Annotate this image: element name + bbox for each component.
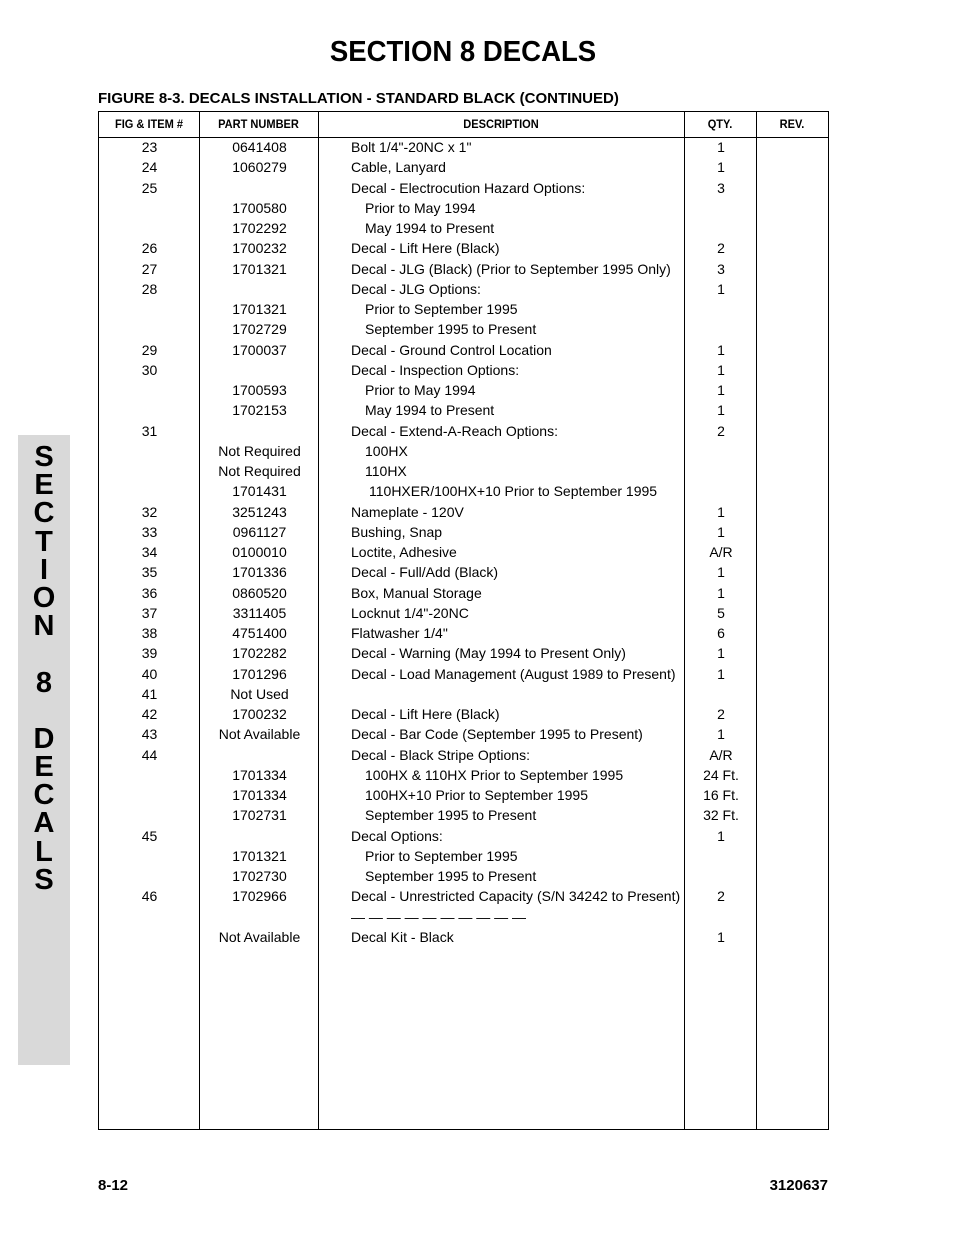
- item-number-cell: 46: [141, 888, 158, 905]
- description-cell: Decal - JLG (Black) (Prior to September 1995 Only): [351, 260, 671, 277]
- table-row: [99, 927, 828, 947]
- quantity-cell: 1: [717, 726, 725, 743]
- parts-table: [98, 111, 829, 1130]
- quantity-cell: 24 Ft.: [703, 766, 739, 783]
- item-number-cell: 29: [141, 341, 158, 358]
- table-row: [99, 785, 828, 805]
- item-number-cell: 38: [141, 625, 158, 641]
- description-cell: 100HX+10 Prior to September 1995: [365, 787, 588, 803]
- description-cell: Decal - Lift Here (Black): [351, 706, 500, 722]
- part-number-cell: 1700593: [232, 382, 287, 398]
- description-cell: Locknut 1/4"-20NC: [351, 604, 469, 621]
- side-tab-letter: T: [35, 525, 53, 558]
- description-cell: Prior to May 1994: [365, 199, 476, 216]
- description-cell: Prior to September 1995: [365, 301, 518, 317]
- part-number-cell: 3311405: [232, 604, 287, 621]
- table-row: [99, 340, 828, 360]
- header-qty: QTY.: [707, 117, 733, 131]
- quantity-cell: 1: [717, 564, 725, 581]
- description-cell: Decal - Extend-A-Reach Options:: [351, 422, 558, 439]
- table-row: [99, 441, 828, 461]
- quantity-cell: 1: [717, 361, 725, 378]
- part-number-cell: 0961127: [232, 523, 287, 540]
- side-tab-letter: E: [34, 751, 54, 784]
- description-cell: September 1995 to Present: [365, 868, 537, 884]
- quantity-cell: 1: [717, 503, 725, 520]
- side-tab-letter: L: [35, 835, 53, 868]
- part-number-cell: 1700037: [232, 341, 287, 358]
- item-number-cell: 33: [141, 523, 158, 540]
- part-number-cell: 0100010: [232, 544, 287, 560]
- part-number-cell: 1701321: [232, 301, 287, 317]
- table-row: [99, 704, 828, 724]
- part-number-cell: 1702731: [232, 807, 287, 824]
- part-number-cell: Not Available: [218, 928, 301, 945]
- quantity-cell: 2: [717, 888, 725, 905]
- description-cell: Decal - Electrocution Hazard Options:: [351, 179, 586, 196]
- description-cell: Decal - Black Stripe Options:: [351, 746, 530, 763]
- item-number-cell: 45: [141, 827, 158, 844]
- quantity-cell: 2: [717, 706, 725, 722]
- item-number-cell: 42: [141, 706, 158, 722]
- part-number-cell: 1700232: [232, 706, 287, 722]
- quantity-cell: 5: [717, 604, 725, 621]
- table-row: [99, 502, 828, 522]
- part-number-cell: 1700580: [232, 199, 287, 216]
- description-cell: Loctite, Adhesive: [351, 544, 457, 560]
- side-tab-letters: [18, 443, 70, 894]
- section-title: SECTION 8 DECALS: [329, 36, 597, 68]
- part-number-cell: 1702292: [232, 220, 287, 236]
- quantity-cell: 1: [717, 928, 725, 945]
- table-row: [99, 400, 828, 420]
- table-row: [99, 542, 828, 562]
- table-row: [99, 826, 828, 846]
- table-row: [99, 886, 828, 906]
- table-row: [99, 421, 828, 441]
- table-row: [99, 846, 828, 866]
- description-cell: 110HXER/100HX+10 Prior to September 1995: [369, 483, 658, 500]
- item-number-cell: 30: [141, 361, 158, 378]
- part-number-cell: 1702153: [232, 402, 287, 419]
- side-tab-letter: [18, 640, 70, 668]
- part-number-cell: 1701334: [232, 766, 287, 783]
- part-number-cell: Not Required: [218, 463, 301, 479]
- part-number-cell: 1702966: [232, 888, 287, 905]
- table-row: [99, 178, 828, 198]
- item-number-cell: 40: [141, 665, 158, 682]
- table-body: [99, 137, 828, 947]
- side-tab-letter: A: [33, 807, 55, 840]
- side-tab-letter: [18, 697, 70, 725]
- item-number-cell: 26: [141, 240, 158, 257]
- description-cell: May 1994 to Present: [365, 220, 495, 236]
- quantity-cell: 2: [717, 422, 725, 439]
- part-number-cell: 1060279: [232, 159, 287, 176]
- description-cell: May 1994 to Present: [365, 402, 495, 419]
- table-row: [99, 623, 828, 643]
- side-tab-letter: S: [34, 863, 54, 896]
- table-row: [99, 299, 828, 319]
- header-description: DESCRIPTION: [463, 117, 539, 131]
- table-row: [99, 664, 828, 684]
- side-tab-letter: E: [34, 469, 54, 502]
- quantity-cell: 3: [717, 260, 725, 277]
- quantity-cell: 1: [717, 827, 725, 844]
- table-row: [99, 583, 828, 603]
- quantity-cell: A/R: [709, 544, 733, 560]
- item-number-cell: 43: [141, 726, 158, 743]
- description-cell: 110HX: [365, 463, 407, 479]
- part-number-cell: 1701296: [232, 665, 287, 682]
- quantity-cell: A/R: [709, 746, 733, 763]
- side-tab-letter: N: [33, 610, 55, 643]
- quantity-cell: 1: [717, 341, 725, 358]
- description-cell: Bushing, Snap: [351, 523, 443, 540]
- description-cell: Decal - Unrestricted Capacity (S/N 34242 to Present): [351, 888, 681, 905]
- item-number-cell: 32: [141, 503, 158, 520]
- quantity-cell: 32 Ft.: [703, 807, 739, 824]
- table-row: [99, 218, 828, 238]
- side-tab-letter: S: [34, 441, 54, 473]
- description-cell: Bolt 1/4"-20NC x 1": [351, 139, 472, 155]
- side-tab-letter: C: [33, 497, 55, 530]
- quantity-cell: 1: [717, 139, 725, 155]
- item-number-cell: 37: [141, 604, 158, 621]
- table-row: [99, 684, 828, 704]
- quantity-cell: 1: [717, 402, 725, 419]
- table-row: [99, 805, 828, 825]
- side-tab-letter: 8: [35, 666, 53, 699]
- description-cell: Decal - Bar Code (September 1995 to Present): [351, 726, 643, 743]
- description-cell: 100HX & 110HX Prior to September 1995: [365, 766, 624, 783]
- table-row: [99, 259, 828, 279]
- description-cell: Nameplate - 120V: [351, 503, 464, 520]
- table-row: [99, 562, 828, 582]
- quantity-cell: 1: [717, 382, 725, 398]
- part-number-cell: 0641408: [232, 139, 287, 155]
- quantity-cell: 16 Ft.: [703, 787, 739, 803]
- part-number-cell: 1701321: [232, 847, 287, 864]
- quantity-cell: 1: [717, 645, 725, 662]
- description-cell: 100HX: [365, 442, 408, 459]
- description-cell: Decal Options:: [351, 827, 443, 844]
- part-number-cell: 1701321: [232, 260, 287, 277]
- table-row: [99, 907, 828, 927]
- part-number-cell: Not Used: [230, 685, 289, 702]
- description-cell: Decal - Inspection Options:: [351, 361, 520, 378]
- part-number-cell: 1700232: [232, 240, 287, 257]
- side-tab-letter: D: [33, 722, 55, 755]
- part-number-cell: Not Available: [218, 726, 301, 743]
- side-tab-letter: O: [32, 581, 56, 614]
- table-row: [99, 238, 828, 258]
- item-number-cell: 31: [141, 422, 158, 439]
- item-number-cell: 28: [141, 280, 158, 297]
- table-row: [99, 198, 828, 218]
- table-row: [99, 724, 828, 744]
- document-number: 3120637: [769, 1177, 828, 1194]
- description-cell: Decal - Lift Here (Black): [351, 240, 500, 257]
- quantity-cell: 3: [717, 179, 725, 196]
- part-number-cell: 1701336: [232, 564, 287, 581]
- item-number-cell: 36: [141, 584, 158, 601]
- header-item: FIG & ITEM #: [114, 117, 184, 131]
- part-number-cell: 1702730: [232, 868, 287, 884]
- part-number-cell: 1702282: [232, 645, 287, 662]
- figure-title: FIGURE 8-3. DECALS INSTALLATION - STANDARD BLACK (CONTINUED): [98, 90, 619, 107]
- table-row: [99, 603, 828, 623]
- header-part-number: PART NUMBER: [218, 117, 299, 131]
- item-number-cell: 35: [141, 564, 158, 581]
- description-cell: Flatwasher 1/4": [351, 625, 448, 641]
- description-cell: Decal Kit - Black: [351, 928, 454, 945]
- quantity-cell: 1: [717, 523, 725, 540]
- table-row: [99, 643, 828, 663]
- table-row: [99, 137, 828, 157]
- quantity-cell: 2: [717, 240, 725, 257]
- item-number-cell: 39: [141, 645, 158, 662]
- quantity-cell: 1: [717, 665, 725, 682]
- quantity-cell: 1: [717, 584, 725, 601]
- description-cell: Prior to May 1994: [365, 382, 476, 398]
- part-number-cell: 4751400: [232, 625, 287, 641]
- part-number-cell: Not Required: [218, 442, 301, 459]
- part-number-cell: 3251243: [232, 503, 287, 520]
- header-rev: REV.: [779, 117, 805, 131]
- table-row: [99, 461, 828, 481]
- page-number: 8-12: [98, 1177, 129, 1194]
- description-cell: Cable, Lanyard: [351, 159, 446, 176]
- table-row: [99, 360, 828, 380]
- part-number-cell: 1701431: [232, 483, 287, 500]
- item-number-cell: 24: [141, 159, 158, 176]
- side-tab-letter: I: [39, 553, 49, 586]
- description-cell: Decal - JLG Options:: [351, 280, 481, 297]
- description-cell: September 1995 to Present: [365, 321, 537, 338]
- description-cell: — — — — — — — — — —: [351, 908, 527, 925]
- table-row: [99, 866, 828, 886]
- item-number-cell: 34: [141, 544, 158, 560]
- table-row: [99, 380, 828, 400]
- item-number-cell: 25: [141, 179, 158, 196]
- table-row: [99, 279, 828, 299]
- section-side-tab: [18, 435, 70, 1065]
- quantity-cell: 1: [717, 280, 725, 297]
- item-number-cell: 44: [141, 746, 158, 763]
- part-number-cell: 1701334: [232, 787, 287, 803]
- description-cell: Prior to September 1995: [365, 847, 518, 864]
- table-row: [99, 157, 828, 177]
- side-tab-letter: C: [33, 779, 55, 812]
- item-number-cell: 23: [141, 139, 158, 155]
- quantity-cell: 1: [717, 159, 725, 176]
- description-cell: Decal - Ground Control Location: [351, 341, 552, 358]
- table-row: [99, 765, 828, 785]
- description-cell: Decal - Warning (May 1994 to Present Only): [351, 645, 626, 662]
- table-row: [99, 745, 828, 765]
- quantity-cell: 6: [717, 625, 725, 641]
- item-number-cell: 27: [141, 260, 158, 277]
- description-cell: Decal - Full/Add (Black): [351, 564, 499, 581]
- part-number-cell: 0860520: [232, 584, 287, 601]
- description-cell: Decal - Load Management (August 1989 to Present): [351, 665, 676, 682]
- description-cell: September 1995 to Present: [365, 807, 537, 824]
- item-number-cell: 41: [141, 685, 158, 702]
- description-cell: Box, Manual Storage: [351, 584, 482, 601]
- table-row: [99, 481, 828, 501]
- part-number-cell: 1702729: [232, 321, 287, 338]
- table-row: [99, 319, 828, 339]
- table-row: [99, 522, 828, 542]
